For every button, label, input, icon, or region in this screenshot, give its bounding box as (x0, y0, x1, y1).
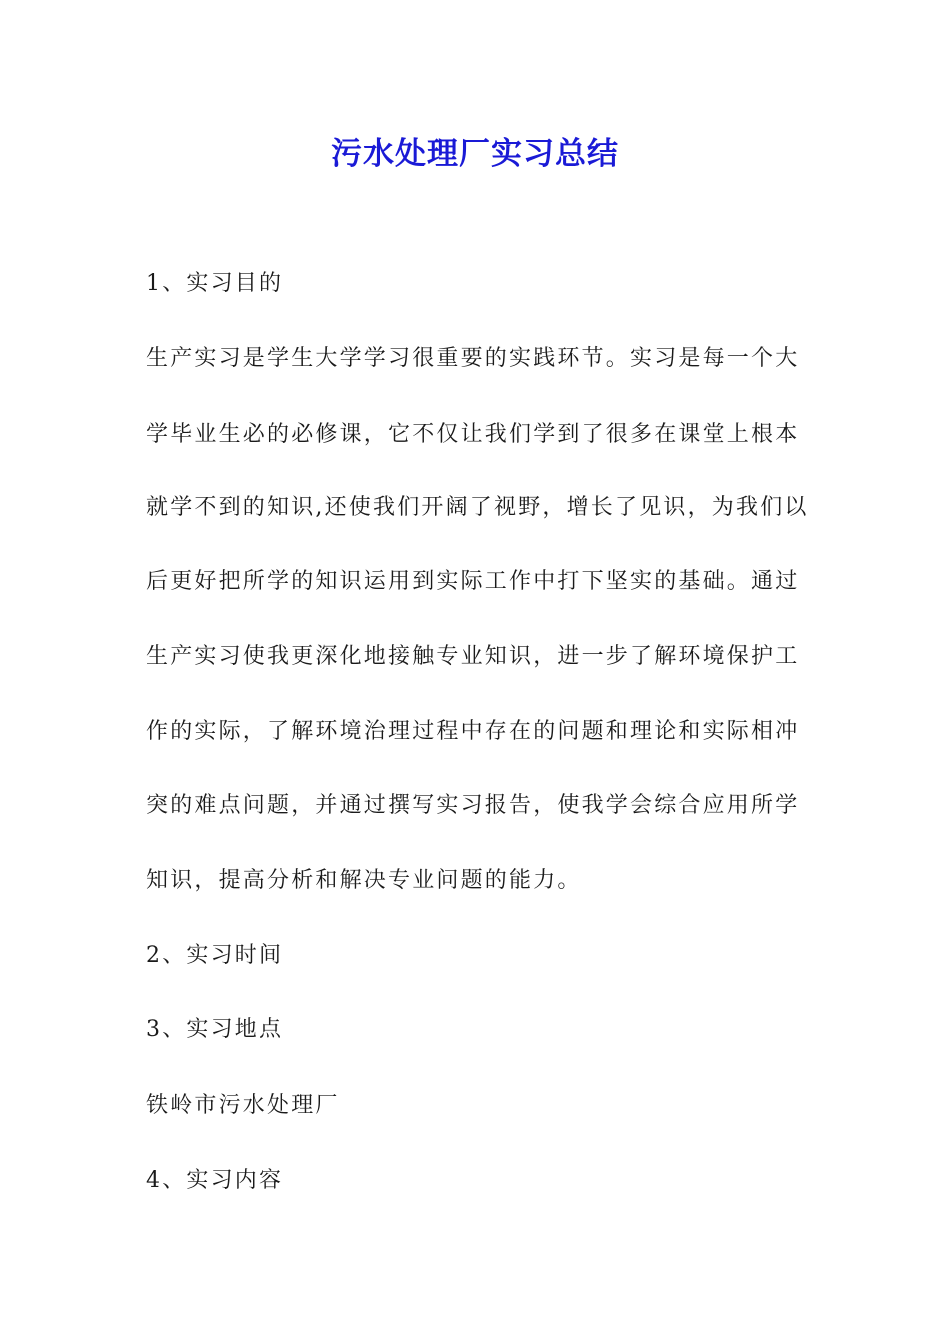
section-heading-content: 4、实习内容 (146, 1168, 284, 1193)
paragraph-line: 后更好把所学的知识运用到实际工作中打下坚实的基础。通过 (146, 569, 800, 594)
section-heading-time: 2、实习时间 (146, 943, 284, 968)
paragraph-line: 就学不到的知识,还使我们开阔了视野，增长了见识，为我们以 (146, 495, 809, 520)
document-title: 污水处理厂实习总结 (331, 136, 619, 172)
paragraph-line: 知识，提高分析和解决专业问题的能力。 (146, 868, 582, 893)
paragraph-line: 生产实习使我更深化地接触专业知识，进一步了解环境保护工 (146, 644, 800, 669)
paragraph-line: 学毕业生必的必修课，它不仅让我们学到了很多在课堂上根本 (146, 422, 800, 447)
section-heading-purpose: 1、实习目的 (146, 271, 284, 296)
paragraph-line: 作的实际，了解环境治理过程中存在的问题和理论和实际相冲 (146, 719, 800, 744)
paragraph-line: 突的难点问题，并通过撰写实习报告，使我学会综合应用所学 (146, 793, 800, 818)
section-heading-location: 3、实习地点 (146, 1017, 284, 1042)
location-text: 铁岭市污水处理厂 (146, 1093, 340, 1118)
paragraph-line: 生产实习是学生大学学习很重要的实践环节。实习是每一个大 (146, 346, 800, 371)
